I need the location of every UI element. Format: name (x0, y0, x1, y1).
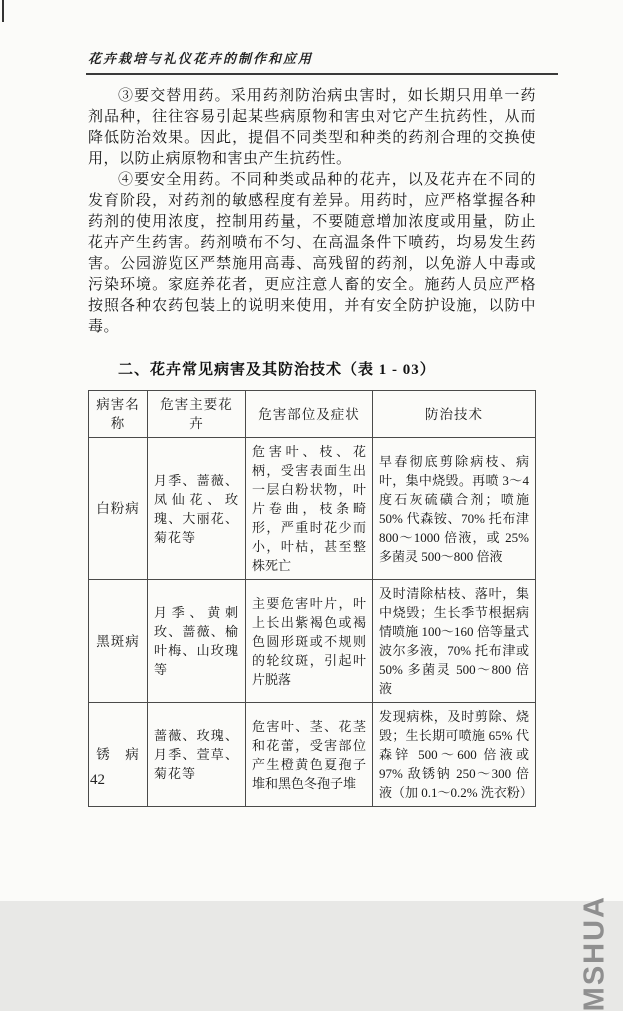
symptoms: 危害叶、枝、花柄，受害表面生出一层白粉状物，叶片卷曲，枝条畸形，严重时花少而小，叶枯，甚至整株死亡 (246, 438, 373, 580)
table-row-powdery-mildew (89, 438, 536, 580)
column-header-flowers: 危害主要花卉 (148, 391, 246, 438)
symptoms: 危害叶、茎、花茎和花蕾，受害部位产生橙黄色夏孢子堆和黑色冬孢子堆 (246, 703, 373, 807)
affected-flowers: 月季、蔷薇、凤仙花、玫瑰、大丽花、菊花等 (148, 438, 246, 580)
body-text (88, 86, 536, 338)
column-header-symptoms: 危害部位及症状 (246, 391, 373, 438)
watermark: MSHUA (578, 895, 610, 1011)
running-title: 花卉栽培与礼仪花卉的制作和应用 (88, 51, 314, 66)
disease-name: 白粉病 (89, 438, 148, 580)
control-technique: 早春彻底剪除病枝、病叶，集中烧毁。再喷 3～4 度石灰硫磺合剂；喷施 50% 代森铵、70% 托布津 800～1000 倍液，或 25% 多菌灵 500～800 倍液 (373, 438, 536, 580)
paragraph-alternate-pesticides: ③要交替用药。采用药剂防治病虫害时，如长期只用单一药剂品种，往往容易引起某些病原物和害虫对它产生抗药性，从而降低防治效果。因此，提倡不同类型和种类的药剂合理的交换使用，以防止病原物和害虫产生抗药性。 (88, 88, 536, 167)
scan-artifact (2, 0, 4, 22)
section-heading: 二、花卉常见病害及其防治技术（表 1 - 03） (118, 362, 436, 378)
control-technique: 发现病株，及时剪除、烧毁；生长期可喷施 65% 代森锌 500～600 倍液或 97% 敌锈钠 250～300 倍液（加 0.1～0.2% 洗衣粉） (373, 703, 536, 807)
table-row-rust (89, 703, 536, 807)
page-number: 42 (90, 772, 105, 788)
disease-name: 锈 病 (89, 703, 148, 807)
disease-control-table (88, 390, 536, 807)
affected-flowers: 月季、黄刺玫、蔷薇、榆叶梅、山玫瑰等 (148, 580, 246, 703)
symptoms: 主要危害叶片，叶上长出紫褐色或褐色圆形斑或不规则的轮纹斑，引起叶片脱落 (246, 580, 373, 703)
table-row-black-spot (89, 580, 536, 703)
table-header-row (89, 391, 536, 438)
affected-flowers: 蔷薇、玫瑰、月季、萱草、菊花等 (148, 703, 246, 807)
paragraph-safe-pesticide-use: ④要安全用药。不同种类或品种的花卉，以及花卉在不同的发育阶段，对药剂的敏感程度有差异。用药时，应严格掌握各种药剂的使用浓度，控制用药量，不要随意增加浓度或用量，防止花卉产生药害。药剂喷布不匀、在高温条件下喷药，均易发生药害。公园游览区严禁施用高毒、高残留的药剂，以免游人中毒或污染环境。家庭养花者，更应注意人畜的安全。施药人员应严格按照各种农药包装上的说明来使用，并有安全防护设施，以防中毒。 (88, 172, 536, 335)
control-technique: 及时清除枯枝、落叶，集中烧毁；生长季节根据病情喷施 100～160 倍等量式波尔多液，70% 托布津或 50% 多菌灵 500～800 倍液 (373, 580, 536, 703)
column-header-disease-name: 病害名称 (89, 391, 148, 438)
column-header-control: 防治技术 (373, 391, 536, 438)
disease-name: 黑斑病 (89, 580, 148, 703)
header-rule (86, 73, 558, 75)
